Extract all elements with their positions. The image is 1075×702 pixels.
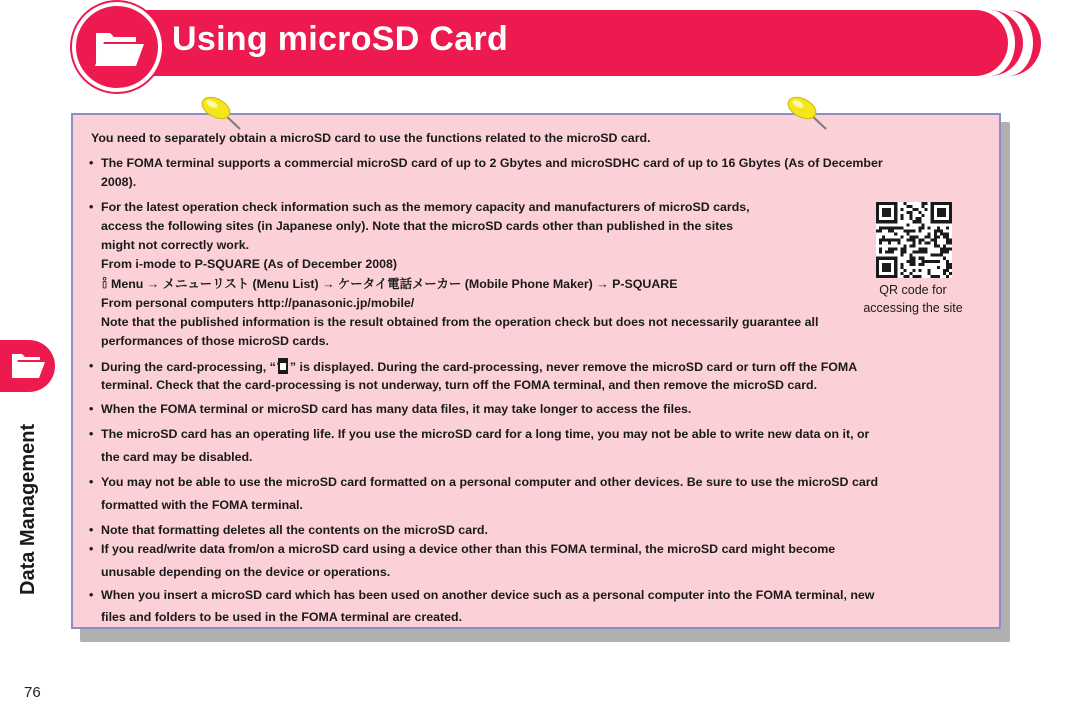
list-item-cont: the card may be disabled. (101, 450, 253, 464)
list-item-cont: performances of those microSD cards. (101, 334, 329, 348)
list-item: • Note that formatting deletes all the contents on the microSD card. (91, 521, 991, 540)
list-item-cont: terminal. Check that the card-processing is not underway, turn off the FOMA terminal, and then remove the microSD card. (101, 378, 818, 392)
qr-caption: QR code for accessing the site (863, 283, 963, 315)
list-item-cont: unusable depending on the device or operations. (101, 565, 391, 579)
list-item-cont: might not correctly work. (101, 238, 250, 252)
list-item: • During the card-processing, “ ” is displayed. During the card-processing, never remove the microSD card or turn off the FOMA (91, 357, 991, 376)
qr-code (876, 202, 952, 278)
pushpin-icon (198, 92, 246, 132)
list-item: • When you insert a microSD card which has been used on another device such as a personal computer into the FOMA terminal, new (91, 586, 991, 605)
note-content (91, 129, 991, 627)
i-mode-icon (101, 274, 111, 292)
intro-text: You need to separately obtain a microSD card to use the functions related to the microSD card. (91, 131, 651, 145)
folder-icon (0, 340, 55, 392)
banner-stripes (985, 10, 1075, 76)
microsd-card-icon (276, 357, 290, 375)
list-item: • When the FOMA terminal or microSD card has many data files, it may take longer to access the files. (91, 400, 991, 419)
list-item-cont: files and folders to be used in the FOMA terminal are created. (101, 610, 463, 624)
pushpin-icon (784, 92, 832, 132)
header-folder-badge (72, 2, 162, 92)
list-item-cont: From personal computers http://panasonic.jp/mobile/ (101, 296, 415, 310)
list-item-cont: From i-mode to P-SQUARE (As of December 2008) (101, 257, 398, 271)
section-tab (0, 340, 55, 392)
list-item: • For the latest operation check information such as the memory capacity and manufacturers of microSD cards, (91, 198, 991, 217)
page-title: Using microSD Card (172, 20, 509, 58)
list-item-cont: 2008). (101, 175, 137, 189)
folder-icon (76, 6, 158, 88)
list-item-cont: Note that the published information is the result obtained from the operation check but does not necessarily guarantee all (101, 315, 819, 329)
list-item-cont: access the following sites (in Japanese only). Note that the microSD cards other than published in the sites (101, 219, 734, 233)
list-item-cont: Menu → メニューリスト (Menu List) → ケータイ電話メーカー (Mobile Phone Maker) → P-SQUARE (91, 274, 991, 294)
list-item: • The microSD card has an operating life. If you use the microSD card for a long time, you may not be able to write new data on it, or (91, 425, 991, 444)
list-item-cont: formatted with the FOMA terminal. (101, 498, 303, 512)
list-item: • If you read/write data from/on a microSD card using a device other than this FOMA terminal, the microSD card might become (91, 540, 991, 559)
list-item: • The FOMA terminal supports a commercial microSD card of up to 2 Gbytes and microSDHC card of up to 16 Gbytes (As of December (91, 154, 991, 173)
section-label: Data Management (17, 423, 39, 595)
list-item: • You may not be able to use the microSD card formatted on a personal computer and other devices. Be sure to use the microSD card (91, 473, 991, 492)
page-number: 76 (24, 684, 41, 701)
